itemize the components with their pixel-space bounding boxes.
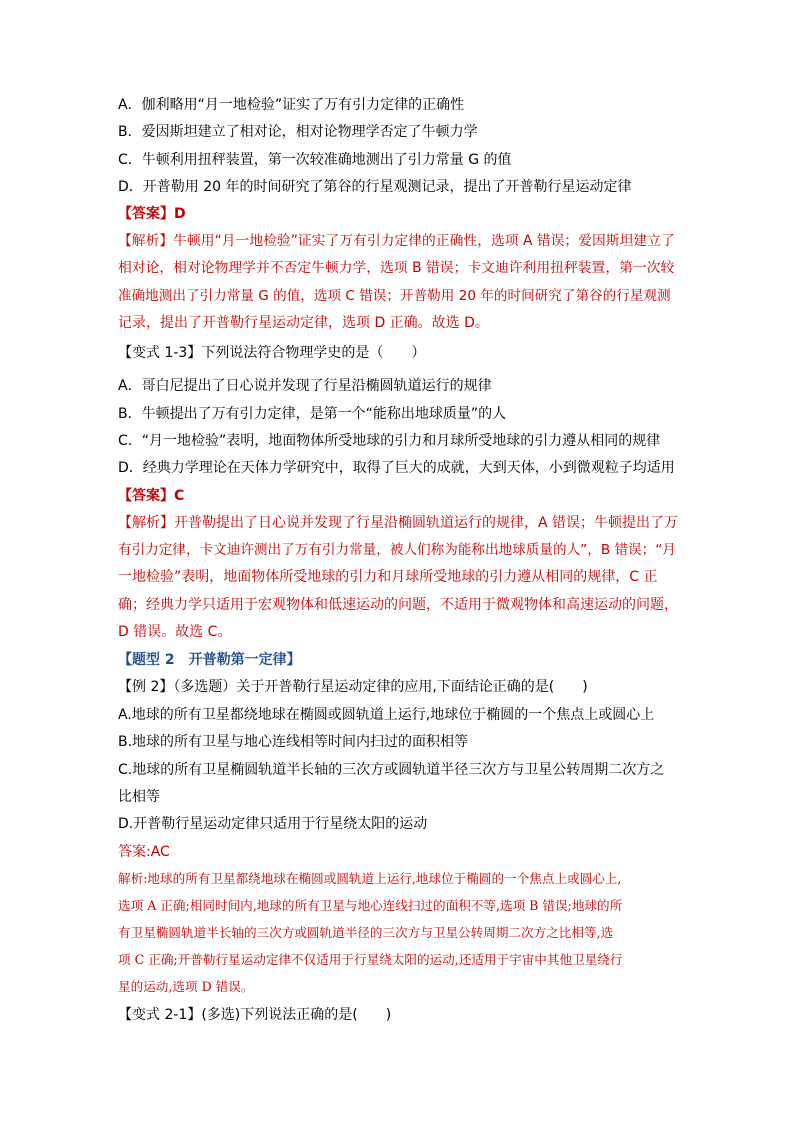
q1-option-a: A．伽利略用“月一地检验”证实了万有引力定律的正确性 <box>118 97 465 113</box>
v13-option-b: B．牛顿提出了万有引力定律，是第一个“能称出地球质量”的人 <box>118 406 507 422</box>
ex2-analysis-line: 星的运动,选项 D 错误。 <box>118 979 254 994</box>
q1-analysis-line: 记录，提出了开普勒行星运动定律，选项 D 正确。故选 D。 <box>118 315 489 331</box>
q1-option-b: B．爱因斯坦建立了相对论，相对论物理学否定了牛顿力学 <box>118 124 478 140</box>
v13-option-c: C．“月一地检验”表明，地面物体所受地球的引力和月球所受地球的引力遵从相同的规律 <box>118 433 661 449</box>
v13-option-d: D．经典力学理论在天体力学研究中，取得了巨大的成就，大到天体，小到微观粒子均适用 <box>118 460 675 476</box>
q1-analysis-line: 准确地测出了引力常量 G 的值，选项 C 错误；开普勒用 20 年的时间研究了第谷的行星观测 <box>118 288 671 304</box>
v13-analysis-line: 一地检验”表明，地面物体所受地球的引力和月球所受地球的引力遵从相同的规律，C 正 <box>118 569 658 585</box>
ex2-option-c: C.地球的所有卫星椭圆轨道半长轴的三次方或圆轨道半径三次方与卫星公转周期二次方之 <box>118 762 665 778</box>
ex2-answer: 答案:AC <box>118 844 170 860</box>
ex2-stem: 【例 2】（多选题）关于开普勒行星运动定律的应用,下面结论正确的是( ) <box>118 679 588 695</box>
ex2-option-d: D.开普勒行星运动定律只适用于行星绕太阳的运动 <box>118 816 428 832</box>
ex2-option-b: B.地球的所有卫星与地心连线相等时间内扫过的面积相等 <box>118 734 469 750</box>
v13-option-a: A．哥白尼提出了日心说并发现了行星沿椭圆轨道运行的规律 <box>118 378 492 394</box>
q1-answer: 【答案】D <box>118 206 186 222</box>
ex2-option-c-cont: 比相等 <box>118 789 160 805</box>
v13-analysis-line: D 错误。故选 C。 <box>118 624 232 640</box>
ex2-option-a: A.地球的所有卫星都绕地球在椭圆或圆轨道上运行,地球位于椭圆的一个焦点上或圆心上 <box>118 707 655 723</box>
q1-analysis-line: 【解析】牛顿用“月一地检验”证实了万有引力定律的正确性，选项 A 错误；爱因斯坦建立了 <box>118 233 675 249</box>
v21-stem: 【变式 2-1】(多选)下列说法正确的是( ) <box>118 1007 392 1023</box>
q1-option-c: C．牛顿利用扭秤装置，第一次较准确地测出了引力常量 G 的值 <box>118 152 512 168</box>
q1-option-d: D．开普勒用 20 年的时间研究了第谷的行星观测记录，提出了开普勒行星运动定律 <box>118 179 632 195</box>
v13-analysis-line: 【解析】开普勒提出了日心说并发现了行星沿椭圆轨道运行的规律，A 错误；牛顿提出了万 <box>118 515 679 531</box>
v13-analysis-line: 有引力定律，卡文迪许测出了万有引力常量，被人们称为能称出地球质量的人”，B 错误；“月 <box>118 542 676 558</box>
q1-analysis-line: 相对论，相对论物理学并不否定牛顿力学，选项 B 错误；卡文迪许利用扭秤装置，第一次较 <box>118 260 675 276</box>
ex2-analysis-line: 有卫星椭圆轨道半长轴的三次方或圆轨道半径的三次方与卫星公转周期二次方之比相等,选 <box>118 925 614 940</box>
section-heading: 【题型 2 开普勒第一定律】 <box>118 652 301 668</box>
ex2-analysis-line: 项 C 正确;开普勒行星运动定律不仅适用于行星绕太阳的运动,还适用于宇宙中其他卫星绕行 <box>118 952 623 967</box>
ex2-analysis-line: 选项 A 正确;相同时间内,地球的所有卫星与地心连线扫过的面积不等,选项 B 错误;地球的所 <box>118 898 623 913</box>
v13-stem: 【变式 1-3】下列说法符合物理学史的是（ ） <box>118 345 426 361</box>
ex2-analysis-line: 解析:地球的所有卫星都绕地球在椭圆或圆轨道上运行,地球位于椭圆的一个焦点上或圆心上, <box>118 871 622 886</box>
v13-answer: 【答案】C <box>118 488 185 504</box>
v13-analysis-line: 确；经典力学只适用于宏观物体和低速运动的问题，不适用于微观物体和高速运动的问题， <box>118 597 678 613</box>
